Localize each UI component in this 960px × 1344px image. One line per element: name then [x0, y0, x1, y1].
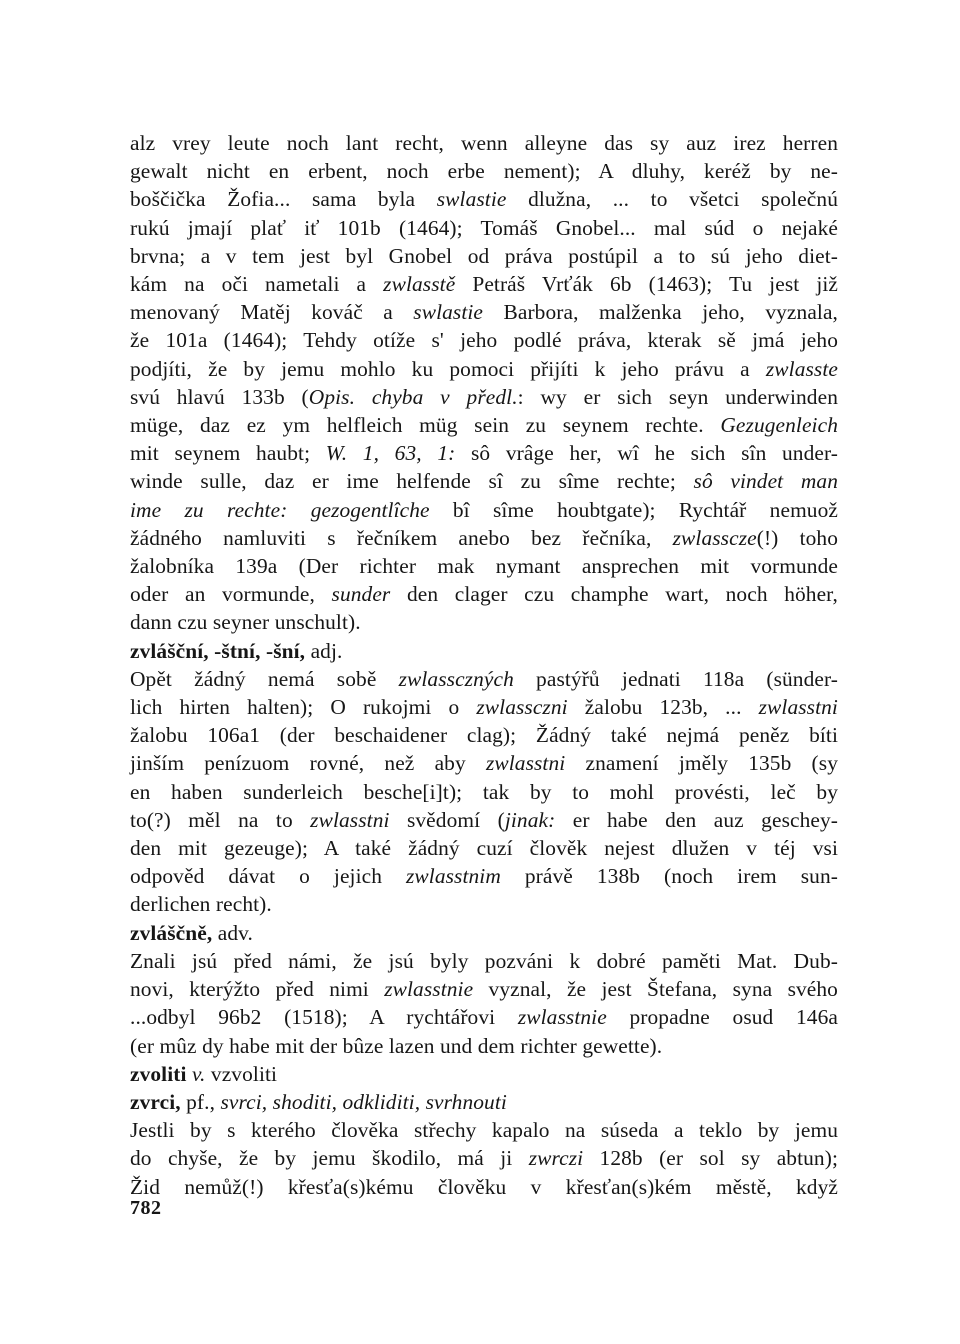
- text-line: (er mûz dy habe mit der bûze lazen und dem richter gewette).: [130, 1033, 663, 1058]
- page-number: 782: [130, 1197, 162, 1219]
- dictionary-text: [130, 129, 838, 1201]
- text-line: mit seynem haubt; W. 1, 63, 1: sô vrâge her, wî he sich sîn under-: [130, 441, 838, 466]
- text-line: Jestli by s kterého člověka střechy kapalo na súseda a teklo by jemu: [130, 1118, 838, 1143]
- text-line: menovaný Matěj kováč a swlastie Barbora, malženka jeho, vyznala,: [130, 300, 838, 325]
- text-line: en haben sunderleich besche[i]t); tak by to mohl provésti, leč by: [130, 779, 838, 804]
- text-line: Opět žádný nemá sobě zwlassczných pastýřů jednati 118a (sünder-: [130, 666, 838, 691]
- text-line: ...odbyl 96b2 (1518); A rychtářovi zwlasstnie propadne osud 146a: [130, 1005, 838, 1030]
- text-line: zvláščně, adv.: [130, 920, 253, 945]
- text-line: brvna; a v tem jest byl Gnobel od práva postúpil a to sú jeho diet-: [130, 243, 838, 268]
- text-line: gewalt nicht en erbent, noch erbe nement); A dluhy, keréž by ne-: [130, 159, 838, 184]
- text-line: alz vrey leute noch lant recht, wenn alleyne das sy auz irez herren: [130, 131, 838, 155]
- text-line: oder an vormunde, sunder den clager czu champhe wart, noch höher,: [130, 582, 838, 607]
- text-line: podjíti, že by jemu mohlo ku pomoci přijíti k jeho právu a zwlasste: [130, 356, 838, 381]
- text-line: novi, kterýžto před nimi zwlasstnie vyznal, že jest Štefana, syna svého: [130, 977, 838, 1002]
- text-line: dann czu seyner unschult).: [130, 610, 361, 635]
- text-line: lich hirten halten); O rukojmi o zwlassczni žalobu 123b, ... zwlasstni: [130, 695, 838, 720]
- text-line: do chyše, že by jemu škodilo, má ji zwrczi 128b (er sol sy abtun);: [130, 1146, 838, 1171]
- text-line: svú hlavú 133b (Opis. chyba v předl.: wy er sich seyn underwinden: [130, 384, 838, 409]
- text-line: odpověd dávat o jejich zwlasstnim právě 138b (noch irem sun-: [130, 864, 838, 889]
- text-line: rukú jmají plať iť 101b (1464); Tomáš Gnobel... mal súd o nejaké: [130, 215, 838, 240]
- text-line: jinším penízuom rovné, než aby zwlasstni znamení jměly 135b (sy: [130, 751, 838, 776]
- text-line: zvlášční, -štní, -šní, adj.: [130, 638, 343, 663]
- text-line: zvrci, pf., svrci, shoditi, odkliditi, svrhnouti: [130, 1089, 507, 1114]
- text-line: ime zu rechte: gezogentlîche bî sîme houbtgate); Rychtář nemuož: [130, 497, 838, 522]
- text-line: winde sulle, daz er ime helfende sî zu sîme rechte; sô vindet man: [130, 469, 838, 494]
- text-line: zvoliti v. vzvoliti: [130, 1061, 278, 1086]
- text-line: žalobu 106a1 (der beschaidener clag); Žádný také nejmá peněz bíti: [130, 723, 838, 748]
- text-line: žalobníka 139a (Der richter mak nymant ansprechen mit vormunde: [130, 554, 838, 579]
- text-line: že 101a (1464); Tehdy otíže s' jeho podlé práva, kterak sě jmá jeho: [130, 328, 838, 353]
- text-line: derlichen recht).: [130, 892, 272, 917]
- text-line: müge, daz ez ym helfleich müg sein zu seynem rechte. Gezugenleich: [130, 413, 838, 438]
- text-line: to(?) měl na to zwlasstni svědomí (jinak: er habe den auz gescheу-: [130, 807, 838, 832]
- text-line: Znali jsú před námi, že jsú byly pozváni k dobré paměti Mat. Dub-: [130, 948, 838, 973]
- text-line: den mit gezeuge); A také žádný cuzí člověk nejest dlužen v téj vsi: [130, 836, 838, 861]
- text-line: Žid nemůž(!) křesťa(s)kému člověku v křesťan(s)kém městě, když: [130, 1174, 838, 1199]
- text-line: boščička Žofia... sama byla swlastie dlužna, ... to všetci společnú: [130, 187, 838, 212]
- text-line: žádného namluviti s řečníkem anebo bez řečníka, zwlasscze(!) toho: [130, 525, 839, 550]
- text-line: kám na oči nametali a zwlasstě Petráš Vrťák 6b (1463); Tu jest již: [130, 272, 839, 297]
